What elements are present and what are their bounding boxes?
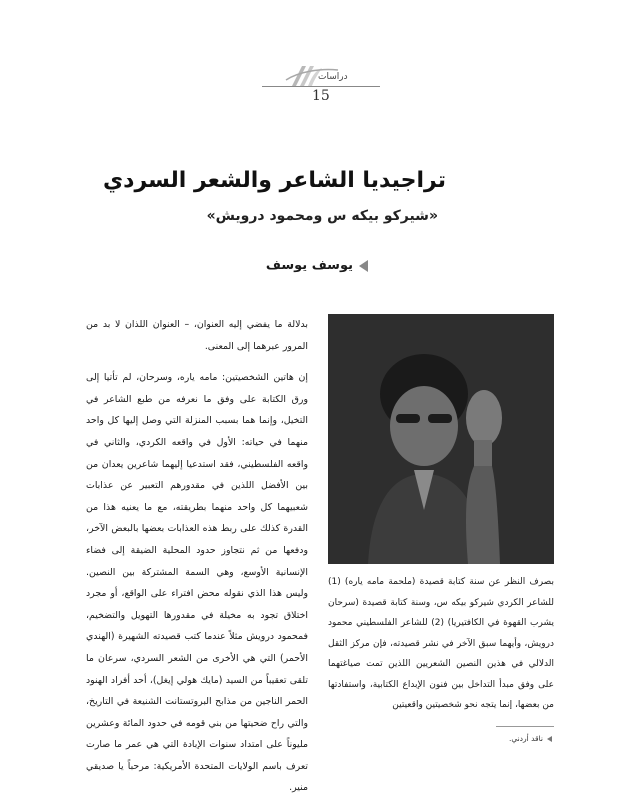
footnote-text: ناقد أردني.: [508, 734, 543, 743]
author-name: يوسف يوسف: [265, 258, 353, 273]
body-paragraph: بدلالة ما يفضي إليه العنوان، – العنوان اللذان لا بد من المرور عبرهما إلى المعنى.: [86, 319, 308, 352]
footnote: [509, 734, 552, 743]
section-label: دراسات: [318, 72, 348, 82]
footnote-divider: [496, 726, 554, 727]
triangle-marker-icon: [359, 260, 368, 272]
portrait-image: [328, 314, 554, 564]
triangle-marker-icon: [547, 736, 552, 742]
body-paragraph: إن هاتين الشخصيتين: مامه ياره، وسرحان، لم تأتيا إلى ورق الكتابة على وفق ما نعرفه من طبع الشاعر في التخيل، وإنما هما بسبب المنزلة التي وصل إليها كل واحد منهما في حياته: الأول في واقعه الكردي، والثاني في واقعه الفلسطيني، فقد استدعيا إليهما شاعرين يعدان من بين الأفضل اللذين في مقدورهم التعبير عن عذابات شعبيهما كل واحد منهما بطريقته، مع ما يعنيه هذا من القدرة كذلك على ربط هذه العذابات بعضها بالبعض الآخر، ودفعها من ثم نتجاوز حدود المحلية الضيقة إلى فضاء الإنسانية الأوسع، وهي السمة المشتركة بين النصين. وليس هذا الذي نقوله محض افتراء على الواقع، أو مجرد اختلاق تجود به مخيلة في مقدورها التهويل والتضخيم، فمحمود درويش مثلاً عندما كتب قصيدته الشهيرة (الهندي الأحمر) التي هي الأخرى من الشعر السردي، سرعان ما تلقى تعقيباً من السيد (مايك هولي إيغل)، أحد أفراد الهنود الحمر الناجين من مذابح البروتستانت الشنيعة في التاريخ، والتي راح ضحيتها من بني قومه في حدود المائة وعشرين مليوناً على امتداد سنوات الإبادة التي هي عمر ما صارت تعرف باسم الولايات المتحدة الأمريكية: مرحباً يا صديقي منير.: [86, 372, 308, 794]
article-title: تراجيديا الشاعر والشعر السردي: [103, 168, 446, 193]
author-byline: [266, 258, 368, 273]
body-column: [86, 314, 308, 799]
header-divider: [262, 86, 380, 87]
article-subtitle: «شيركو بيكه س ومحمود درويش»: [206, 208, 438, 224]
page-number: 15: [312, 88, 330, 104]
photo-caption: بصرف النظر عن سنة كتابة قصيدة (ملحمة مامه ياره) (1) للشاعر الكردي شيركو بيكه س، وسنة كتابة قصيدة (سرحان يشرب القهوة في الكافتيريا) (2) للشاعر الفلسطيني محمود درويش، وأيهما سبق الآخر في نشر قصيدته، فإن مركز الثقل الدلالي في هذين النصين الشعريين اللذين تمت صياغتهما على وفق مبدأ التداخل بين فنون الإبداع الكتابية، واستفادتها من بعضها، إنما يتجه نحو شخصيتين واقعيتين: [328, 577, 554, 710]
poet-photo: [328, 314, 554, 564]
